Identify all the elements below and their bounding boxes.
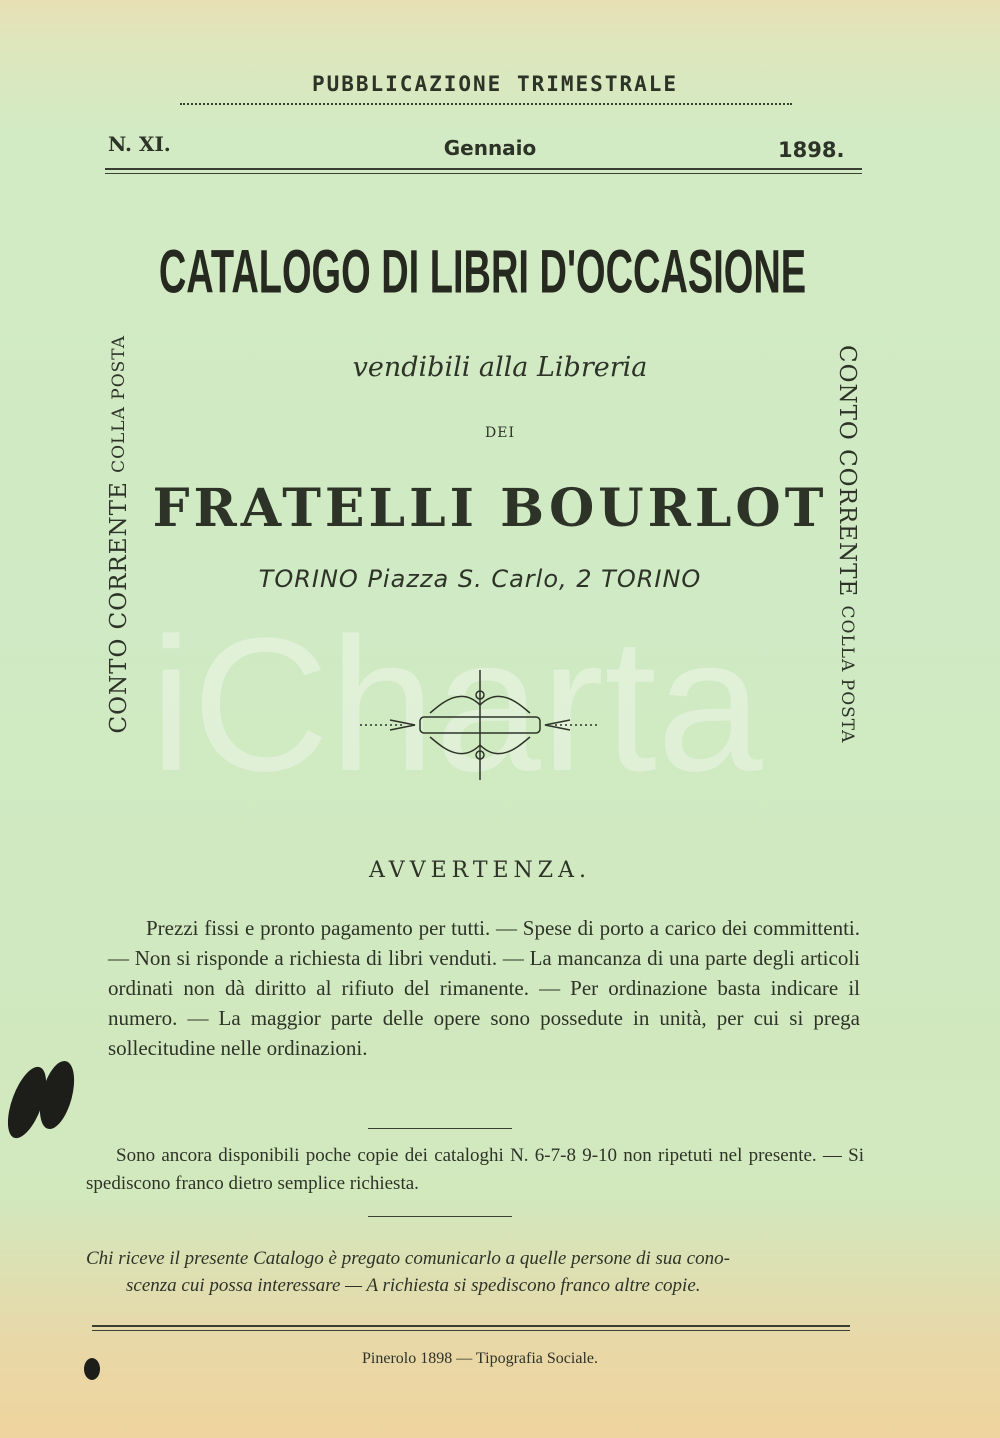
- request-note: [86, 1245, 862, 1299]
- request-line-2: scenza cui possa interessare — A richiesta si spediscono franco altre copie.: [126, 1275, 701, 1296]
- periodicity-heading: PUBBLICAZIONE TRIMESTRALE: [311, 72, 679, 96]
- side-text-main: CONTO CORRENTE: [834, 345, 860, 598]
- wavy-rule: [180, 99, 792, 105]
- catalog-title: [120, 238, 845, 308]
- notice-body: Prezzi fissi e pronto pagamento per tutti. — Spese di porto a carico dei committenti. — Non si risponde a richiesta di libri venduti. — La mancanza di una parte degli articoli ordinati non dà diritto al rifiuto del rimanente. — Per ordinazione basta indicare il numero. — La maggior parte delle opere sono possedute in unità, per cui si prega sollecitudine nelle ordinazioni.: [108, 916, 860, 1060]
- ornament-icon: [360, 665, 600, 785]
- divider: [368, 1128, 512, 1129]
- header-double-rule: [105, 168, 862, 174]
- divider: [368, 1216, 512, 1217]
- dei-label: DEI: [485, 425, 515, 441]
- availability-note: Sono ancora disponibili poche copie dei cataloghi N. 6-7-8 9-10 non ripetuti nel presente. — Si spediscono franco dietro semplice richiesta.: [86, 1145, 864, 1194]
- footer-double-rule: [92, 1325, 850, 1331]
- issue-number: N. XI.: [108, 132, 171, 156]
- side-text-right: [834, 345, 860, 743]
- side-text-small: COLLA POSTA: [837, 605, 857, 744]
- subtitle: vendibili alla Libreria: [352, 352, 648, 383]
- issue-month: Gennaio: [443, 136, 537, 160]
- publisher-name: FRATELLI BOURLOT: [152, 478, 828, 539]
- side-text-left: [106, 335, 132, 733]
- side-text-small: COLLA POSTA: [109, 335, 129, 473]
- catalog-title-text: CATALOGO DI LIBRI D'OCCASIONE: [158, 239, 807, 307]
- printer-imprint: Pinerolo 1898 — Tipografia Sociale.: [362, 1350, 598, 1367]
- side-text-main: CONTO CORRENTE: [106, 481, 132, 734]
- request-line-1: Chi riceve il presente Catalogo è pregato comunicarlo a quelle persone di sua cono-: [86, 1248, 730, 1269]
- watermark: iCharta: [150, 599, 763, 811]
- ink-stain: [84, 1358, 100, 1380]
- publisher-address: TORINO Piazza S. Carlo, 2 TORINO: [258, 565, 702, 593]
- issue-year: 1898.: [778, 138, 845, 162]
- notice-heading: AVVERTENZA.: [369, 858, 591, 883]
